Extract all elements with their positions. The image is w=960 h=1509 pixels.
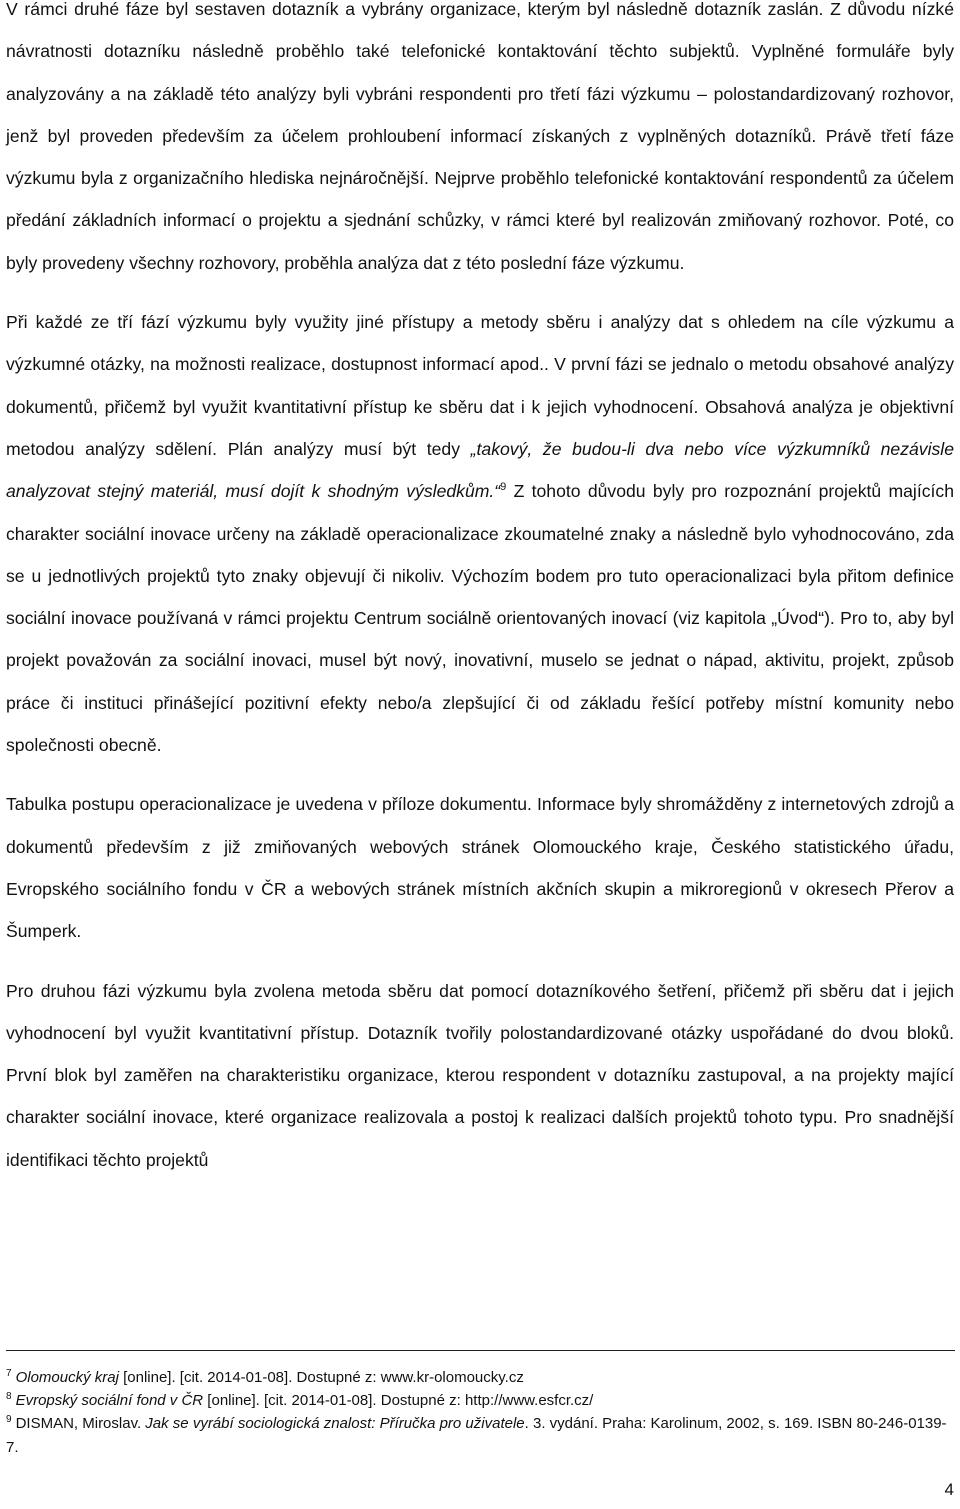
footnote-title: Olomoucký kraj [15, 1369, 119, 1386]
footnote-author: DISMAN, Miroslav. [15, 1415, 146, 1433]
paragraph-research-phases: V rámci druhé fáze byl sestaven dotazník a vybrány organizace, kterým byl následně dotazník zaslán. Z důvodu nízké návratnosti dotazníku následně proběhlo také telefonické kontaktování těchto subjektů. Vyplněné formuláře byly analyzovány a na základě této analýzy byli vybráni respondenti pro třetí fázi výzkumu – polostandardizovaný rozhovor, jenž byl proveden především za účelem prohloubení informací získaných z vyplněných dotazníků. Právě třetí fáze výzkumu byla z organizačního hlediska nejnáročnější. Nejprve proběhlo telefonické kontaktování respondentů za účelem předání základních informací o projektu a sjednání schůzky, v rámci které byl realizován zmiňovaný rozhovor. Poté, co byly provedeny všechny rozhovory, proběhla analýza dat z této poslední fáze výzkumu. [6, 0, 954, 273]
footnote-9 [6, 1412, 954, 1458]
paragraph-methods-tail: Z tohoto důvodu byly pro rozpoznání projektů majících charakter sociální inovace určeny na základě operacionalizace zkoumatelné znaky a následně bylo vyhodnocováno, zda se u jednotlivých projektů tyto znaky objevují či nikoliv. Výchozím bodem pro tuto operacionalizaci byla přitom definice sociální inovace používaná v rámci projektu Centrum sociálně orientovaných inovací (viz kapitola „Úvod“). Pro to, aby byl projekt považován za sociální inovaci, musel být nový, inovativní, muselo se jednat o nápad, aktivitu, projekt, způsob práce či instituci přinášející pozitivní efekty nebo/a zlepšující či od základu řešící potřeby místní komunity nebo společnosti obecně. [6, 481, 954, 756]
footnote-number: 9 [6, 1414, 12, 1426]
footnotes [6, 1366, 954, 1459]
footnote-8 [6, 1389, 954, 1412]
footnote-separator [6, 1350, 955, 1351]
footnote-number: 8 [6, 1391, 12, 1403]
page-number: 4 [944, 1480, 954, 1499]
footnote-number: 7 [6, 1368, 12, 1379]
footnote-7 [6, 1366, 954, 1389]
paragraph-methods-lead: Při každé ze tří fází výzkumu byly využity jiné přístupy a metody sběru i analýzy dat s ohledem na cíle výzkumu a výzkumné otázky, na možnosti realizace, dostupnost informací apod.. V první fázi se jednalo o metodu obsahové analýzy dokumentů, přičemž byl využit kvantitativní přístup ke sběru dat i k jejich vyhodnocení. Obsahová analýza je objektivní metodou analýzy sdělení. Plán analýzy musí být tedy [6, 312, 954, 459]
footnote-title: Evropský sociální fond v ČR [15, 1392, 204, 1410]
footnote-text: . 3. vydání. Praha: Karolinum, 2002, s. 169. ISBN 80-246-0139-7. [6, 1415, 947, 1456]
paragraph-methods [6, 301, 954, 766]
footnote-title: Jak se vyrábí sociologická znalost: Příručka pro uživatele [145, 1415, 525, 1433]
document-body [6, 0, 954, 1181]
paragraph-second-phase: Pro druhou fázi výzkumu byla zvolena metoda sběru dat pomocí dotazníkového šetření, přičemž při sběru dat i jejich vyhodnocení byl využit kvantitativní přístup. Dotazník tvořily polostandardizované otázky uspořádané do dvou bloků. První blok byl zaměřen na charakteristiku organizace, kterou respondent v dotazníku zastupoval, a na projekty mající charakter sociální inovace, které organizace realizovala a postoj k realizaci dalších projektů tohoto typu. Pro snadnější identifikaci těchto projektů [6, 980, 954, 1170]
footnote-reference-9[interactable]: 9 [500, 481, 507, 494]
footnote-text: [online]. [cit. 2014-01-08]. Dostupné z: www.kr-olomoucky.cz [118, 1369, 524, 1386]
quote-disman: „takový, že budou-li dva nebo více výzkumníků nezávisle analyzovat stejný materiál, musí dojít k shodným výsledkům.“ [6, 438, 954, 502]
footnote-text: [online]. [cit. 2014-01-08]. Dostupné z: http://www.esfcr.cz/ [203, 1392, 594, 1410]
paragraph-operationalization: Tabulka postupu operacionalizace je uvedena v příloze dokumentu. Informace byly shromážděny z internetových zdrojů a dokumentů především z již zmiňovaných webových stránek Olomouckého kraje, Českého statistického úřadu, Evropského sociálního fondu v ČR a webových stránek místních akčních skupin a mikroregionů v okresech Přerov a Šumperk. [6, 794, 954, 942]
